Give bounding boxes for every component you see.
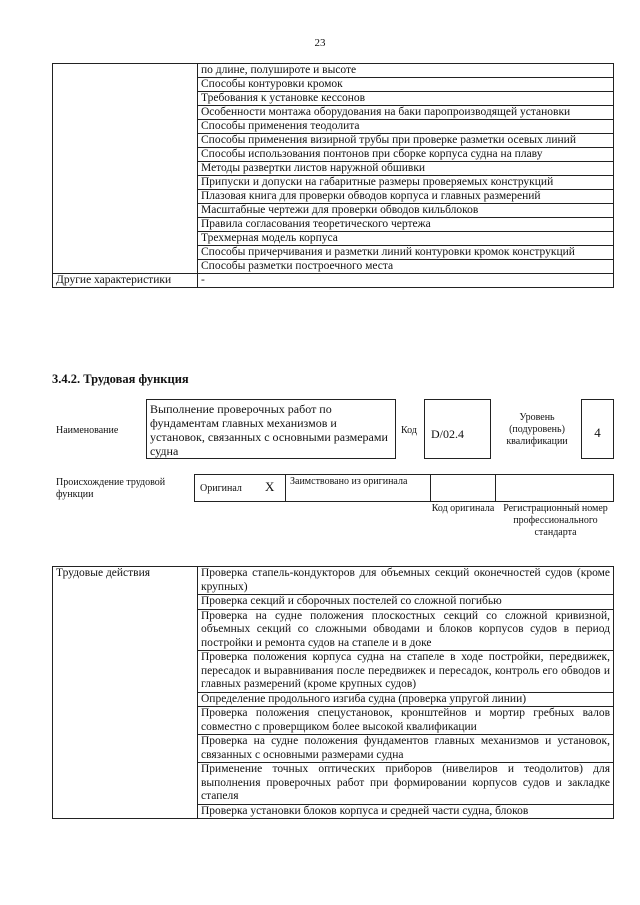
knowledge-row: Способы применения визирной трубы при проверке разметки осевых линий [198, 134, 614, 148]
original-label: Оригинал [200, 483, 242, 494]
code-label: Код [401, 425, 417, 436]
qualification-level: 4 [581, 399, 614, 459]
labor-action-row: Проверка установки блоков корпуса и средней части судна, блоков [198, 804, 614, 819]
name-label: Наименование [56, 425, 119, 436]
knowledge-row: Способы причерчивания и разметки линий контуровки кромок конструкций [198, 246, 614, 260]
registration-number-caption: Регистрационный номер профессионального стандарта [503, 503, 608, 538]
knowledge-row: по длине, полушироте и высоте [198, 64, 614, 78]
knowledge-label-cell [53, 64, 198, 274]
original-code-caption: Код оригинала [431, 503, 495, 514]
labor-action-row: Проверка стапель-кондукторов для объемных секций оконечностей судов (кроме крупных) [198, 567, 614, 595]
level-label: Уровень (подуровень) квалификации [506, 412, 568, 447]
knowledge-row: Правила согласования теоретического чертежа [198, 218, 614, 232]
knowledge-row: Припуски и допуски на габаритные размеры проверяемых конструкций [198, 176, 614, 190]
knowledge-row: Способы использования понтонов при сборке корпуса судна на плаву [198, 148, 614, 162]
labor-action-row: Проверка секций и сборочных постелей со сложной погибью [198, 595, 614, 610]
function-code: D/02.4 [424, 399, 491, 459]
labor-action-row: Проверка на судне положения плоскостных секций со сложной кривизной, объемных секций со сложными обводами и блоков корпусов судов в период постройки и ремонта судов на стапеле и в доке [198, 609, 614, 651]
labor-action-row: Проверка положения корпуса судна на стапеле в ходе постройки, передвижек, пересадок и выравнивания после передвижек и пересадок, контроль его обводов и главных размерений (кроме крупных судов) [198, 651, 614, 693]
original-cell [194, 474, 286, 502]
labor-actions-label: Трудовые действия [53, 567, 198, 819]
knowledge-row: Плазовая книга для проверки обводов корпуса и главных размерений [198, 190, 614, 204]
registration-number-cell [495, 474, 614, 502]
labor-action-row: Применение точных оптических приборов (нивелиров и теодолитов) для выполнения проверочных работ при формировании корпусов судов и закладке стапеля [198, 763, 614, 805]
page-number: 23 [314, 37, 326, 49]
section-title: 3.4.2. Трудовая функция [52, 372, 189, 386]
original-code-cell [430, 474, 496, 502]
function-name: Выполнение проверочных работ по фундаментам главных механизмов и установок, связанных с основными размерами судна [146, 399, 396, 459]
borrowed-label: Заимствовано из оригинала [290, 476, 408, 487]
original-mark: X [265, 479, 275, 494]
knowledge-row: Методы развертки листов наружной обшивки [198, 162, 614, 176]
labor-actions-table [52, 566, 614, 819]
labor-action-row: Определение продольного изгиба судна (проверка упругой линии) [198, 692, 614, 707]
other-characteristics-label: Другие характеристики [53, 274, 198, 288]
labor-action-row: Проверка на судне положения фундаментов главных механизмов и установок, связанных с основными размерами судна [198, 735, 614, 763]
labor-action-row: Проверка положения спецустановок, кронштейнов и мортир гребных валов совместно с проверщиком более высокой квалификации [198, 707, 614, 735]
knowledge-table [52, 63, 614, 288]
knowledge-row: Способы контуровки кромок [198, 78, 614, 92]
borrowed-cell [285, 474, 431, 502]
knowledge-row: Способы разметки построечного места [198, 260, 614, 274]
other-characteristics-value: - [198, 274, 614, 288]
knowledge-row: Масштабные чертежи для проверки обводов кильблоков [198, 204, 614, 218]
origin-label: Происхождение трудовой функции [56, 477, 166, 500]
knowledge-row: Способы применения теодолита [198, 120, 614, 134]
knowledge-row: Трехмерная модель корпуса [198, 232, 614, 246]
knowledge-row: Требования к установке кессонов [198, 92, 614, 106]
knowledge-row: Особенности монтажа оборудования на баки паропроизводящей установки [198, 106, 614, 120]
origin-row [194, 474, 614, 502]
